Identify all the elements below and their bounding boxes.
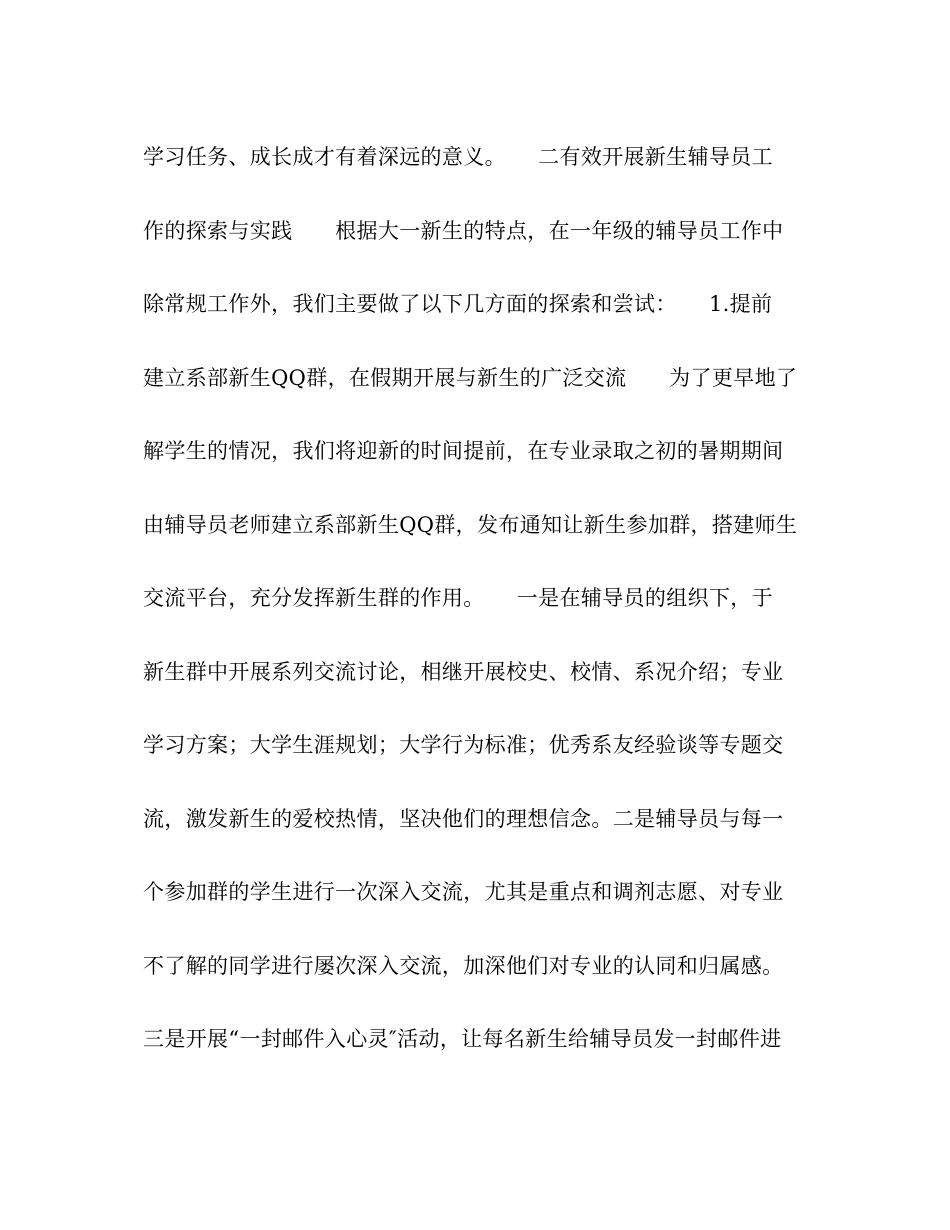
- text-line: 由辅导员老师建立系部新生QQ群，发布通知让新生参加群，搭建师生: [143, 512, 798, 537]
- text-line: 作的探索与实践 根据大一新生的特点，在一年级的辅导员工作中: [143, 218, 784, 243]
- text-line: 不了解的同学进行屡次深入交流，加深他们对专业的认同和归属感。: [143, 953, 784, 978]
- text-line: 三是开展“一封邮件入心灵″活动，让每名新生给辅导员发一封邮件进: [143, 1027, 782, 1051]
- text-line: 学习任务、成长成才有着深远的意义。 二有效开展新生辅导员工: [143, 145, 773, 169]
- text-line: 个参加群的学生进行一次深入交流，尤其是重点和调剂志愿、对专业: [143, 880, 784, 904]
- text-line: 解学生的情况，我们将迎新的时间提前，在专业录取之初的暑期期间: [143, 439, 784, 463]
- text-line: 交流平台，充分发挥新生群的作用。 一是在辅导员的组织下，于: [143, 586, 773, 610]
- text-line: 学习方案；大学生涯规划；大学行为标准；优秀系友经验谈等专题交: [143, 733, 784, 757]
- body-text: [143, 137, 813, 1093]
- text-line: 除常规工作外，我们主要做了以下几方面的探索和尝试： 1.提前: [143, 292, 773, 316]
- text-line: 建立系部新生QQ群，在假期开展与新生的广泛交流 为了更早地了: [143, 365, 798, 390]
- text-line: 流，激发新生的爱校热情，坚决他们的理想信念。二是辅导员与每一: [143, 806, 784, 831]
- text-line: 新生群中开展系列交流讨论，相继开展校史、校情、系况介绍；专业: [143, 659, 784, 684]
